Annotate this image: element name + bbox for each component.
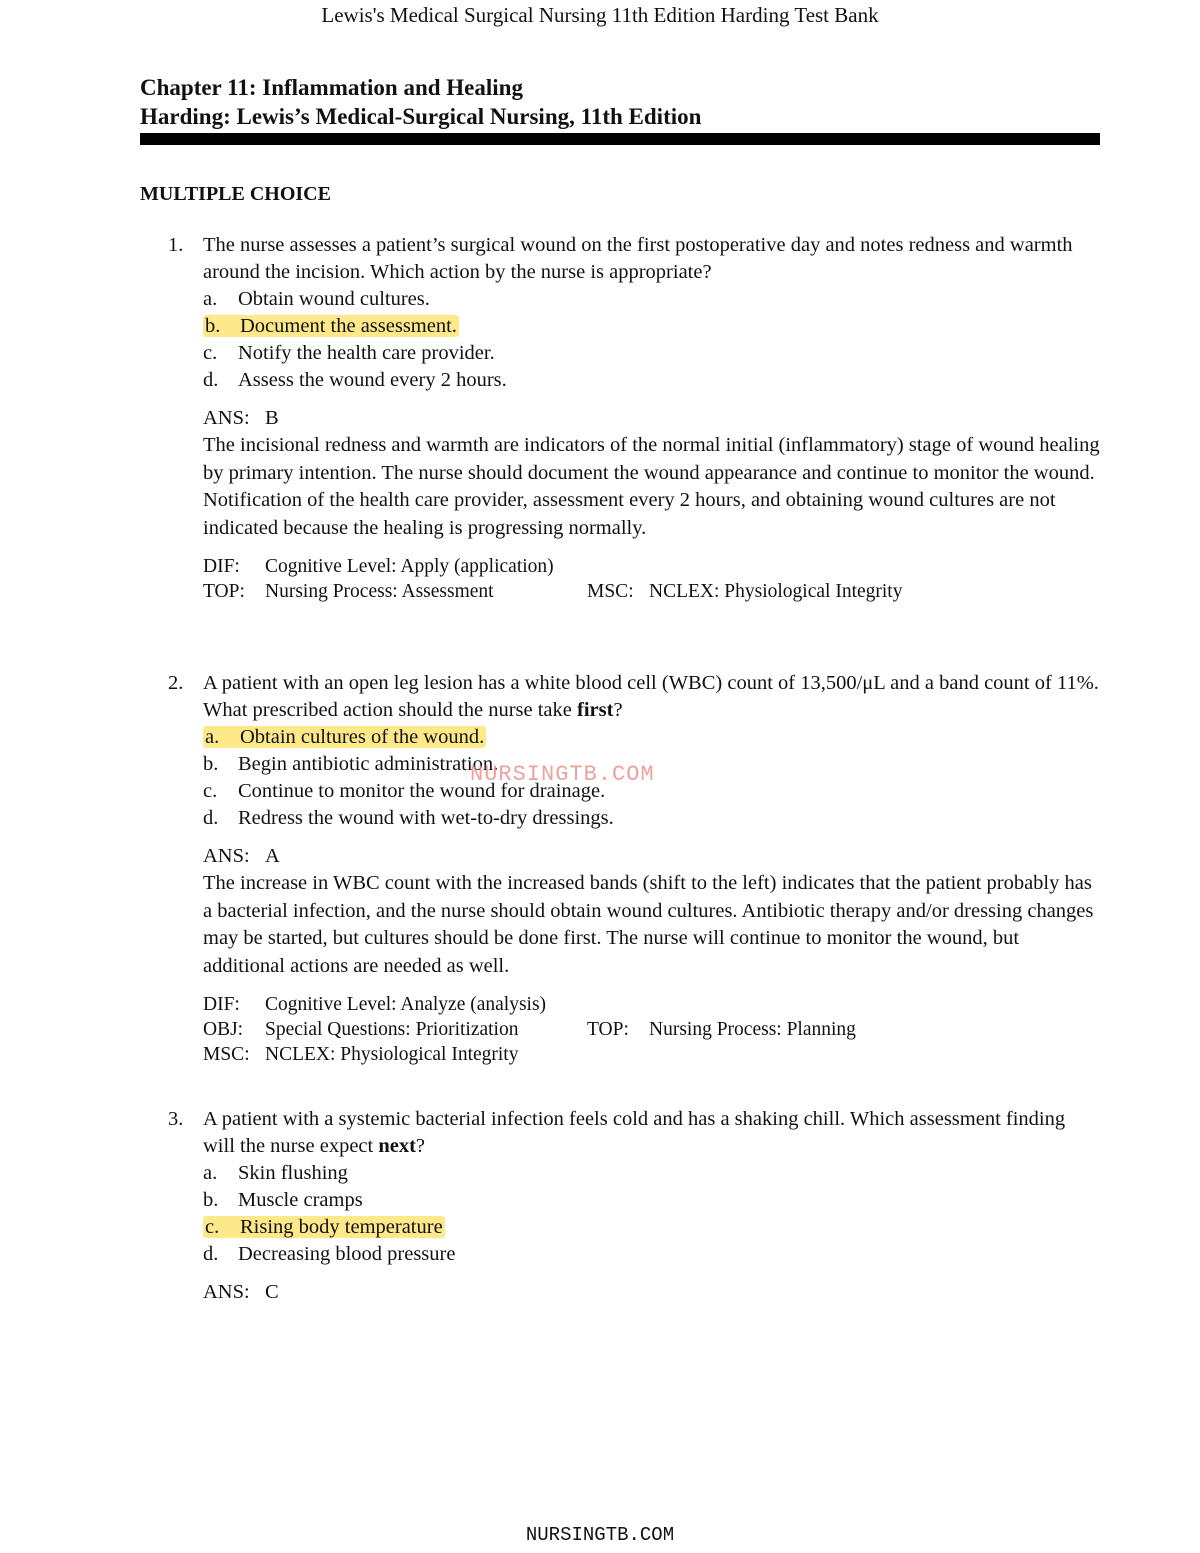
option-b: b. Muscle cramps bbox=[203, 1189, 363, 1211]
option-c-correct: c. Rising body temperature bbox=[205, 1216, 443, 1238]
question-number: 3. bbox=[168, 1108, 184, 1130]
option-d: d. Decreasing blood pressure bbox=[203, 1243, 456, 1265]
question-2 bbox=[140, 670, 1100, 1067]
running-header: Lewis's Medical Surgical Nursing 11th Edition Harding Test Bank bbox=[321, 3, 879, 27]
rationale: The increase in WBC count with the increased bands (shift to the left) indicates that the patient probably has a bacterial infection, and the nurse should obtain wound cultures. Antibiotic therapy and/or dressing changes may be started, but cultures should be done first. The nurse will continue to monitor the wound, but additional actions are needed as well. bbox=[203, 872, 1094, 977]
answer: ANS: A bbox=[203, 845, 280, 867]
question-3 bbox=[140, 1106, 1100, 1306]
option-c: c. Notify the health care provider. bbox=[203, 342, 495, 364]
section-heading: MULTIPLE CHOICE bbox=[140, 183, 331, 205]
question-stem: A patient with an open leg lesion has a white blood cell (WBC) count of 13,500/μL and a band count of 11%. What prescribed action should the nurse take first? bbox=[203, 672, 1099, 721]
book-title: Harding: Lewis’s Medical-Surgical Nursing, 11th Edition bbox=[140, 104, 702, 129]
options-list bbox=[203, 286, 1100, 394]
option-d: d. Redress the wound with wet-to-dry dressings. bbox=[203, 807, 614, 829]
option-d: d. Assess the wound every 2 hours. bbox=[203, 369, 507, 391]
title-rule bbox=[140, 133, 1100, 145]
option-a: a. Skin flushing bbox=[203, 1162, 348, 1184]
option-a: a. Obtain wound cultures. bbox=[203, 288, 430, 310]
question-1 bbox=[140, 232, 1100, 604]
chapter-title: Chapter 11: Inflammation and Healing bbox=[140, 75, 523, 100]
question-stem: A patient with a systemic bacterial infection feels cold and has a shaking chill. Which assessment finding will the nurse expect next? bbox=[203, 1108, 1066, 1157]
option-a-correct: a. Obtain cultures of the wound. bbox=[205, 726, 485, 748]
page-footer: NURSINGTB.COM bbox=[525, 1524, 675, 1546]
rationale: The incisional redness and warmth are indicators of the normal initial (inflammatory) stage of wound healing by primary intention. The nurse should document the wound appearance and continue to monitor the wound. Notification of the health care provider, assessment every 2 hours, and obtaining wound cultures are not indicated because the healing is progressing normally. bbox=[203, 434, 1100, 539]
chapter-heading bbox=[140, 73, 1100, 145]
answer: ANS: C bbox=[203, 1281, 279, 1303]
question-stem: The nurse assesses a patient’s surgical wound on the first postoperative day and notes redness and warmth around the incision. Which action by the nurse is appropriate? bbox=[203, 234, 1073, 283]
option-b-correct: b. Document the assessment. bbox=[205, 315, 457, 337]
question-number: 1. bbox=[168, 234, 184, 256]
answer: ANS: B bbox=[203, 407, 279, 429]
watermark: NURSINGTB.COM bbox=[470, 762, 655, 787]
question-number: 2. bbox=[168, 672, 184, 694]
option-b: b. Begin antibiotic administration. bbox=[203, 753, 499, 775]
options-list bbox=[203, 1160, 1100, 1268]
metadata: DIF: Cognitive Level: Analyze (analysis) OBJ: Special Questions: Prioritization TOP: Nursing Process: Planning MSC: NCLEX: Physiological Integrity bbox=[203, 994, 856, 1065]
metadata: DIF: Cognitive Level: Apply (application) TOP: Nursing Process: Assessment MSC: NCLEX: Physiological Integrity bbox=[203, 556, 903, 602]
option-c: c. Continue to monitor the wound for drainage. bbox=[203, 780, 606, 802]
